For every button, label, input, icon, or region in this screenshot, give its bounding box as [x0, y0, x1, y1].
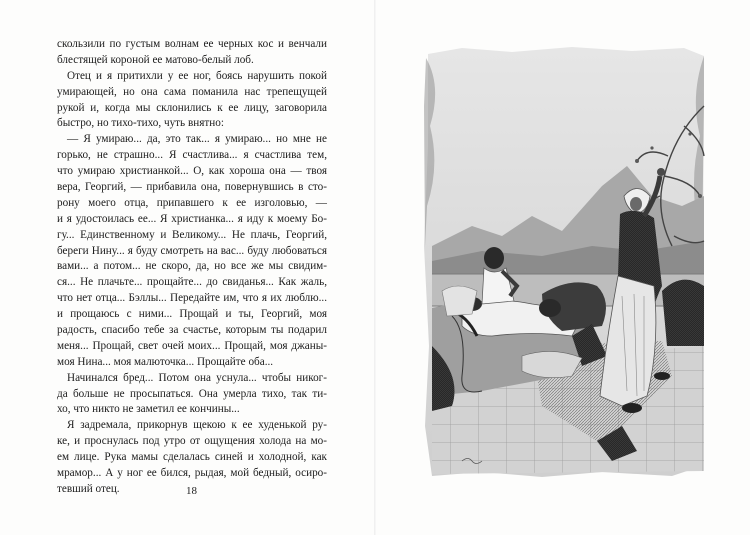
text-line: скользили по густым волнам ее черных кос и венчали — [57, 38, 327, 50]
text-line: вера, Георгий, — прибавила она, повернувшись в сто- — [57, 181, 327, 194]
text-line: — Я умираю... да, это так... я умираю... но мне не — [67, 133, 327, 146]
text-line: береги Нину... я буду смотреть на вас... буду любоваться — [57, 244, 327, 257]
body-text — [57, 37, 327, 498]
text-line: гу... Единственному и Великому... Не плачь, Георгий, — [57, 228, 327, 241]
page-number: 18 — [186, 485, 197, 497]
text-line: и прощаюсь с ними... Прощай и ты, Георгий, моя — [57, 308, 327, 321]
text-line: да больше не просыпаться. Она умерла тихо, так ти- — [57, 387, 327, 400]
text-line: тевший отец. — [57, 482, 120, 495]
text-line: радость, спасибо тебе за счастье, которым ты подарил — [57, 324, 327, 337]
right-page — [376, 0, 750, 535]
text-line: хо, что никто не заметил ее кончины... — [57, 403, 240, 416]
text-line: меня... Прощай, свет очей моих... Прощай, моя джаны- — [57, 339, 327, 352]
text-line: и я удостоилась ее... Я христианка... я иду к моему Бо- — [57, 212, 327, 225]
illustration — [422, 46, 707, 478]
text-line: блестящей короной ее матово-белый лоб. — [57, 53, 254, 66]
text-line: что нет отца... Бэллы... Передайте им, что я их люблю... — [57, 292, 327, 305]
text-line: ке, и проснулась под утро от ощущения холода на мо- — [57, 435, 327, 448]
text-line: Отец и я притихли у ее ног, боясь нарушить покой — [67, 69, 327, 82]
text-line: Начинался бред... Потом она уснула... чтобы никог- — [67, 371, 327, 384]
text-line: моя Нина... моя малюточка... Прощайте оба... — [57, 355, 274, 368]
text-line: ся... Не плачьте... прощайте... до свиданья... Как жаль, — [57, 276, 327, 289]
text-line: ем лице. Рука мамы сделалась синей и холодной, как — [57, 451, 327, 464]
text-line: рону моего отца, припавшего к ее изголовью, — — [57, 196, 327, 209]
text-line: рукой и, когда мы склонились к ее лицу, заговорила — [57, 101, 327, 114]
text-line: мрамор... А у ног ее бился, рыдая, мой бедный, осиро- — [57, 467, 327, 480]
text-line: горько, не страшно... Я счастлива... я счастлива тем, — [57, 149, 327, 162]
text-line: вами... а потом... не скоро, да, но все же мы свидим- — [57, 260, 327, 273]
text-line: быстро, но тихо-тихо, чуть внятно: — [57, 117, 224, 130]
text-line: что умираю христианкой... О, как хороша она — твоя — [57, 165, 327, 178]
engraving-death-scene — [422, 46, 707, 478]
text-line: Я задремала, прикорнув щекою к ее худенькой ру- — [67, 419, 327, 432]
text-line: умирающей, но она сама поманила нас трепещущей — [57, 85, 327, 98]
